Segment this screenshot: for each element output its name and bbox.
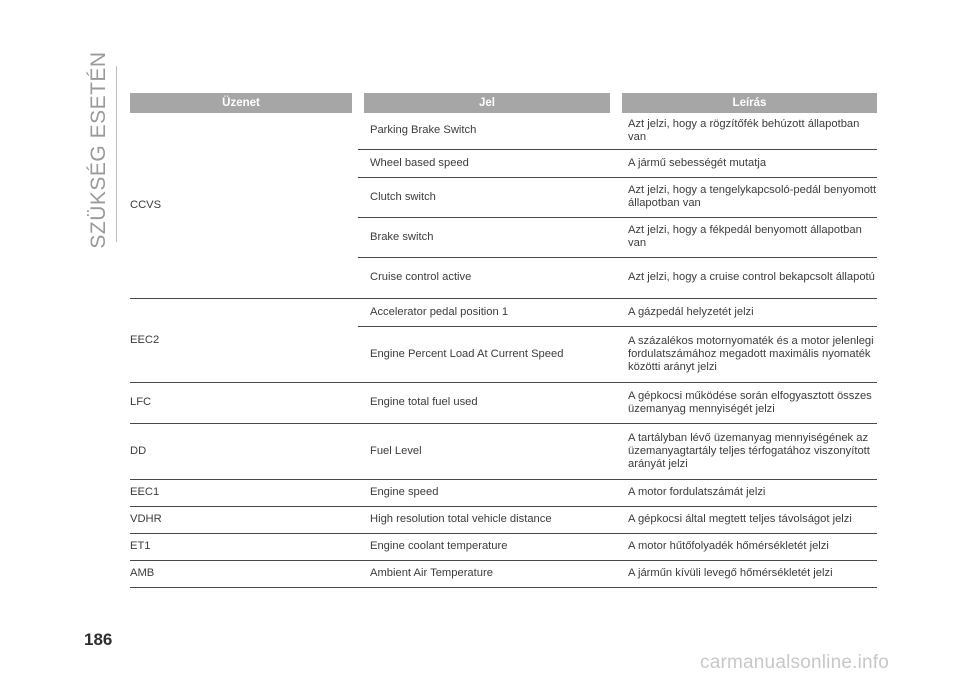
watermark: carmanualsonline.info: [700, 652, 890, 673]
table-row: [130, 113, 877, 149]
message-cell: EEC2: [130, 298, 358, 382]
description-cell: A gépkocsi működése során elfogyasztott összes üzemanyag mennyiségét jelzi: [616, 382, 877, 423]
description-cell: Azt jelzi, hogy a cruise control bekapcsolt állapotú: [616, 257, 877, 298]
description-cell: A százalékos motornyomaték és a motor jelenlegi fordulatszámához megadott maximális nyomaték közötti arányt jelzi: [616, 326, 877, 382]
section-divider: [116, 66, 117, 242]
signal-cell: Wheel based speed: [358, 149, 616, 177]
signal-cell: Engine coolant temperature: [358, 533, 616, 560]
message-cell: VDHR: [130, 506, 358, 533]
table-row: [130, 506, 877, 533]
signal-cell: Parking Brake Switch: [358, 113, 616, 149]
message-cell: AMB: [130, 560, 358, 587]
message-cell: DD: [130, 423, 358, 479]
description-cell: A járműn kívüli levegő hőmérsékletét jelzi: [616, 560, 877, 587]
table-row: [130, 423, 877, 479]
signal-cell: Clutch switch: [358, 177, 616, 217]
description-cell: A gépkocsi által megtett teljes távolságot jelzi: [616, 506, 877, 533]
description-cell: A motor fordulatszámát jelzi: [616, 479, 877, 506]
section-title-vertical: [84, 51, 114, 249]
signal-cell: Cruise control active: [358, 257, 616, 298]
description-cell: A motor hűtőfolyadék hőmérsékletét jelzi: [616, 533, 877, 560]
signal-table: [130, 93, 877, 588]
signal-cell: Fuel Level: [358, 423, 616, 479]
page-number: 186: [84, 630, 113, 649]
header-description: Leírás: [616, 93, 877, 113]
message-cell: LFC: [130, 382, 358, 423]
table-row: [130, 560, 877, 587]
signal-cell: Engine Percent Load At Current Speed: [358, 326, 616, 382]
description-cell: A jármű sebességét mutatja: [616, 149, 877, 177]
header-signal: Jel: [358, 93, 616, 113]
description-cell: A tartályban lévő üzemanyag mennyiségének az üzemanyagtartály teljes térfogatához viszonyított arányát jelzi: [616, 423, 877, 479]
message-cell: EEC1: [130, 479, 358, 506]
signal-cell: Ambient Air Temperature: [358, 560, 616, 587]
signal-cell: High resolution total vehicle distance: [358, 506, 616, 533]
table-row: [130, 533, 877, 560]
signal-cell: Engine total fuel used: [358, 382, 616, 423]
signal-cell: Accelerator pedal position 1: [358, 298, 616, 326]
table-header-row: [130, 93, 877, 113]
header-message: Üzenet: [130, 93, 358, 113]
description-cell: A gázpedál helyzetét jelzi: [616, 298, 877, 326]
signal-cell: Engine speed: [358, 479, 616, 506]
message-cell: ET1: [130, 533, 358, 560]
table-row: [130, 298, 877, 326]
description-cell: Azt jelzi, hogy a tengelykapcsoló-pedál benyomott állapotban van: [616, 177, 877, 217]
table-row: [130, 382, 877, 423]
description-cell: Azt jelzi, hogy a rögzítőfék behúzott állapotban van: [616, 113, 877, 149]
signal-cell: Brake switch: [358, 217, 616, 257]
description-cell: Azt jelzi, hogy a fékpedál benyomott állapotban van: [616, 217, 877, 257]
table-row: [130, 479, 877, 506]
section-title: SZÜKSÉG ESETÉN: [87, 51, 110, 249]
message-cell: CCVS: [130, 113, 358, 298]
